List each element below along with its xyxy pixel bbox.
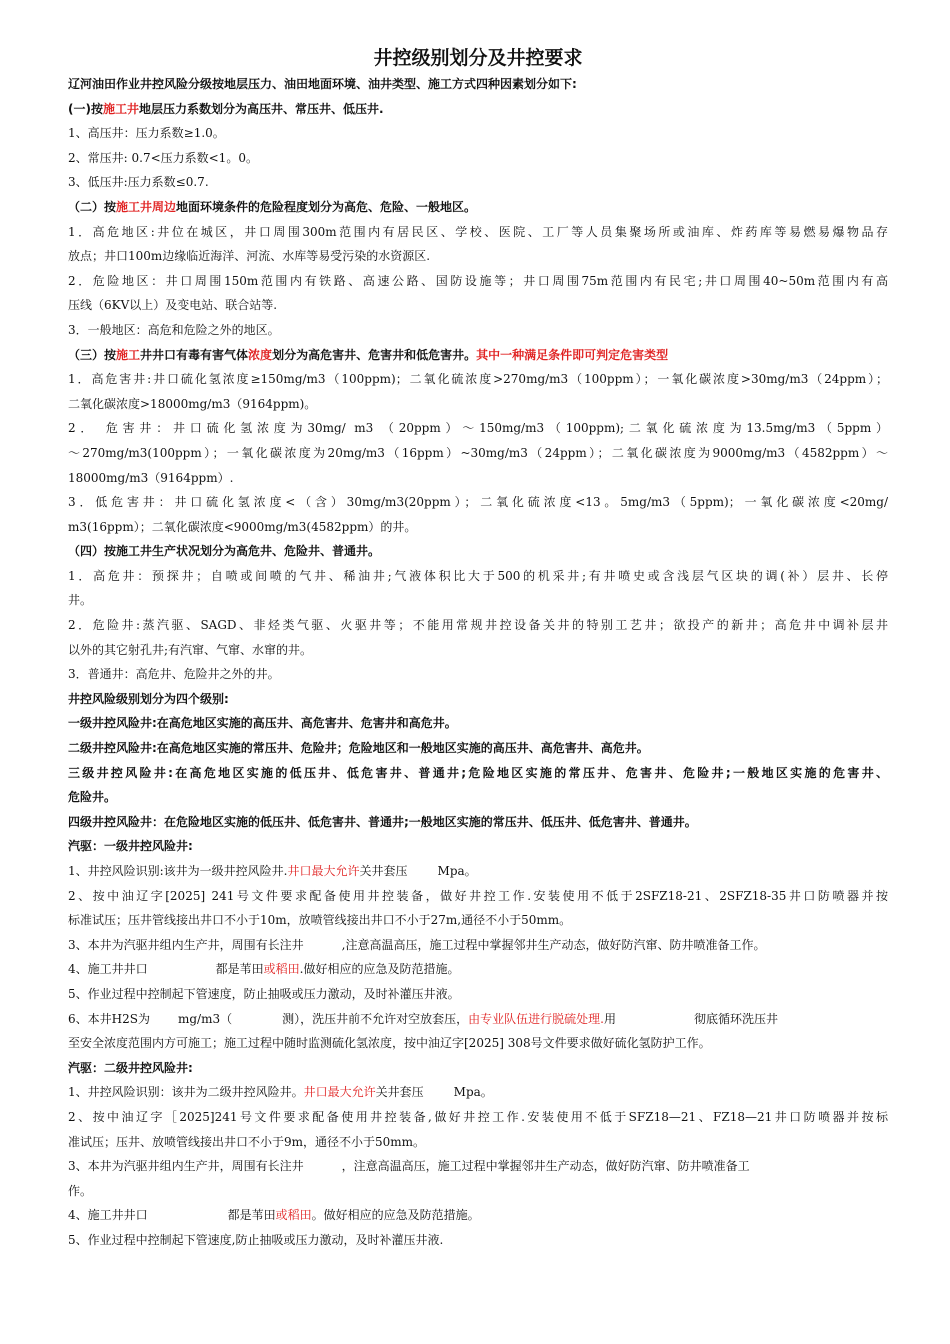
item-text: 4、施工井井口 xyxy=(68,1208,148,1223)
section-2-item-3: 3．一般地区：高危和危险之外的地区。 xyxy=(68,322,280,337)
steam-level-1-item-6-line-1 xyxy=(68,1007,888,1032)
steam-level-1-item-1 xyxy=(68,859,888,884)
section-3-highlight-1: 施工 xyxy=(116,347,141,362)
section-1-suffix: 地层压力系数划分为高压井、常压井、低压井. xyxy=(139,101,384,116)
steam-level-2-item-2-line-2: 准试压；压井、放喷管线接出井口不小于9m，通径不小于50mm。 xyxy=(68,1134,426,1149)
steam-level-1-item-2-line-2: 标准试压；压井管线接出井口不小于10m，放喷管线接出井口不小于27m,通径不小于50mm。 xyxy=(68,913,572,928)
item-unit: Mpa。 xyxy=(437,864,477,878)
section-3-mid-2: 划分为高危害井、危害井和低危害井。 xyxy=(272,347,477,362)
document-page xyxy=(68,44,888,1253)
section-2-prefix: （二）按 xyxy=(68,199,117,214)
item-highlight: 或稻田 xyxy=(263,962,300,977)
steam-level-1-item-6-line-2: 至安全浓度范围内方可施工；施工过程中随时监测硫化氢浓度，按中油辽字[2025] 308号文件要求做好硫化氢防护工作。 xyxy=(68,1036,711,1051)
section-3-heading xyxy=(68,343,888,368)
item-text: 3、本井为汽驱井组内生产井，周围有长注井 xyxy=(68,937,304,952)
section-3-item-2-line-3: 18000mg/m3（9164ppm）. xyxy=(68,470,234,485)
item-text: ，洗压井前不允许对空放套压， xyxy=(300,1011,469,1026)
section-3-item-1-line-2: 二氧化碳浓度>18000mg/m3（9164ppm)。 xyxy=(68,396,317,411)
section-1-prefix: (一)按 xyxy=(68,101,103,116)
steam-level-2-item-5: 5、作业过程中控制起下管速度,防止抽吸或压力激动，及时补灌压井液. xyxy=(68,1232,444,1247)
level-4: 四级井控风险井：在危险地区实施的低压井、低危害井、普通井;一般地区实施的常压井、低压井、低危害井、普通井。 xyxy=(68,814,697,829)
section-1-highlight: 施工井 xyxy=(102,101,139,116)
steam-level-1-item-4 xyxy=(68,957,888,982)
item-text: ,注意高温高压，施工过程中掌握邻井生产动态，做好防汽窜、防井喷准备工作。 xyxy=(341,937,766,952)
item-text: 测） xyxy=(282,1011,301,1026)
section-3-item-2-line-1: 2． 危害井：井口硫化氢浓度为30mg/ m3 （20ppm）～150mg/m3（100ppm);二氧化硫浓度为13.5mg/m3（5ppm） xyxy=(68,421,888,436)
item-highlight: 井口最大允许 xyxy=(287,864,360,878)
section-2-item-1-line-2: 放点；井口100m边缘临近海洋、河流、水库等易受污染的水资源区. xyxy=(68,249,431,264)
section-3-prefix: （三）按 xyxy=(68,347,117,362)
section-3-highlight-3: 其中一种满足条件即可判定危害类型 xyxy=(476,347,669,362)
item-highlight: 或稻田 xyxy=(275,1208,312,1223)
section-1-item-2: 2、常压井: 0.7<压力系数<1。0。 xyxy=(68,150,258,165)
item-unit: mg/m3（ xyxy=(177,1011,233,1026)
section-3-mid-1: 井井口有毒有害气体 xyxy=(140,347,249,362)
section-4-item-1-line-2: 井。 xyxy=(68,593,93,608)
section-2-heading xyxy=(68,195,888,220)
item-highlight: 井口最大允许 xyxy=(303,1085,376,1100)
section-2-highlight: 施工井周边 xyxy=(116,199,177,214)
levels-heading: 井控风险级别划分为四个级别: xyxy=(68,691,229,706)
item-text: 3、本井为汽驱井组内生产井，周围有长注井 xyxy=(68,1159,304,1174)
level-2: 二级井控风险井:在高危地区实施的常压井、危险井；危险地区和一般地区实施的高压井、高危害井、高危井。 xyxy=(68,741,649,756)
section-1-item-3: 3、低压井:压力系数≤0.7. xyxy=(68,175,209,190)
steam-level-2-item-4 xyxy=(68,1203,888,1228)
steam-level-1-item-3 xyxy=(68,933,888,958)
level-1: 一级井控风险井:在高危地区实施的高压井、高危害井、危害井和高危井。 xyxy=(68,716,457,731)
intro-text: 辽河油田作业井控风险分级按地层压力、油田地面环境、油井类型、施工方式四种因素划分如下: xyxy=(68,77,577,91)
item-text: 彻底循环洗压井 xyxy=(693,1011,778,1026)
steam-level-2-item-2-line-1: 2、按中油辽字［2025]241号文件要求配备使用井控装备,做好井控工作.安装使用不低于SFZ18—21、FZ18—21井口防喷器并按标 xyxy=(68,1109,888,1124)
item-text: 1、井控风险识别：该井为二级井控风险井。 xyxy=(68,1085,304,1100)
section-3-item-3-line-1: 3．低危害井：井口硫化氢浓度<（含）30mg/m3(20ppm）；二氧化硫浓度<13。5mg/m3（5ppm)；一氧化碳浓度<20mg/ xyxy=(68,495,888,510)
item-highlight: 由专业队伍进行脱硫处理. xyxy=(468,1011,604,1026)
section-4-item-2-line-2: 以外的其它射孔井;有汽窜、气窜、水窜的井。 xyxy=(68,642,313,657)
item-text: 。做好相应的应急及防范措施。 xyxy=(311,1208,480,1223)
section-4-item-3: 3．普通井：高危井、危险井之外的井。 xyxy=(68,667,280,682)
section-1-heading xyxy=(68,97,888,122)
section-1-item-1: 1、高压井：压力系数≥1.0。 xyxy=(68,126,225,141)
section-3-item-2-line-2: ～270mg/m3(100ppm）；一氧化碳浓度为20mg/m3（16ppm）~30mg/m3（24ppm）；二氧化碳浓度为9000mg/m3（4582ppm）～ xyxy=(68,445,888,460)
section-2-item-2-line-1: 2．危险地区：井口周围150m范围内有铁路、高速公路、国防设施等；井口周围75m范围内有民宅;井口周围40~50m范围内有高 xyxy=(68,273,888,288)
level-3-line-1: 三级井控风险井:在高危地区实施的低压井、低危害井、普通井;危险地区实施的常压井、危害井、危险井;一般地区实施的危害井、 xyxy=(68,765,888,780)
item-text: 都是苇田 xyxy=(215,962,264,977)
section-4-heading: （四）按施工井生产状况划分为高危井、危险井、普通井。 xyxy=(68,544,381,559)
item-text: 都是苇田 xyxy=(227,1208,276,1223)
item-text: 6、本井H2S为 xyxy=(68,1011,150,1026)
document-title: 井控级别划分及井控要求 xyxy=(373,47,583,69)
steam-level-1-item-2-line-1: 2、按中油辽字[2025] 241号文件要求配备使用井控装备，做好井控工作.安装使用不低于2SFZ18-21、2SFZ18-35井口防喷器并按 xyxy=(68,888,888,903)
section-2-item-2-line-2: 压线（6KV以上）及变电站、联合站等. xyxy=(68,298,278,313)
section-2-item-1-line-1: 1．高危地区:井位在城区，井口周围300m范围内有居民区、学校、医院、工厂等人员集聚场所或油库、炸药库等易燃易爆物品存 xyxy=(68,224,888,239)
item-text: 关井套压 xyxy=(375,1085,424,1100)
item-text: 1、井控风险识别:该井为一级井控风险井. xyxy=(68,864,288,878)
item-text: 4、施工井井口 xyxy=(68,962,148,977)
section-2-suffix: 地面环境条件的危险程度划分为高危、危险、一般地区。 xyxy=(176,199,477,214)
section-3-item-3-line-2: m3(16ppm）；二氧化碳浓度<9000mg/m3(4582ppm）的井。 xyxy=(68,519,417,534)
section-4-item-2-line-1: 2．危险井:蒸汽驱、SAGD、非烃类气驱、火驱井等；不能用常规井控设备关井的特别工艺井；欲投产的新井；高危井中调补层井 xyxy=(68,618,888,633)
section-3-highlight-2: 浓度 xyxy=(248,347,273,362)
level-3-line-2: 危险井。 xyxy=(68,790,117,805)
item-unit: Mpa。 xyxy=(453,1085,493,1100)
steam-level-1-item-5: 5、作业过程中控制起下管速度，防止抽吸或压力激动，及时补灌压井液。 xyxy=(68,986,460,1001)
steam-level-2-heading: 汽驱：二级井控风险井: xyxy=(68,1060,193,1075)
steam-level-2-item-1 xyxy=(68,1080,888,1105)
item-text: ，注意高温高压，施工过程中掌握邻井生产动态，做好防汽窜、防井喷准备工 xyxy=(341,1159,750,1174)
steam-level-2-item-3-line-1 xyxy=(68,1154,888,1179)
section-3-item-1-line-1: 1．高危害井:井口硫化氢浓度≥150mg/m3（100ppm)；二氧化硫浓度>270mg/m3（100ppm）；一氧化碳浓度>30mg/m3（24ppm）； xyxy=(68,372,888,387)
steam-level-1-heading: 汽驱：一级井控风险井: xyxy=(68,839,193,854)
item-text: 用 xyxy=(603,1011,616,1026)
item-text: 关井套压 xyxy=(359,864,408,878)
section-4-item-1-line-1: 1．高危井：预探井；自喷或间喷的气井、稀油井;气液体积比大于500的机采井;有井喷史或含浅层气区块的调(补）层井、长停 xyxy=(68,568,888,583)
item-text: .做好相应的应急及防范措施。 xyxy=(299,962,460,977)
steam-level-2-item-3-line-2: 作。 xyxy=(68,1183,93,1198)
